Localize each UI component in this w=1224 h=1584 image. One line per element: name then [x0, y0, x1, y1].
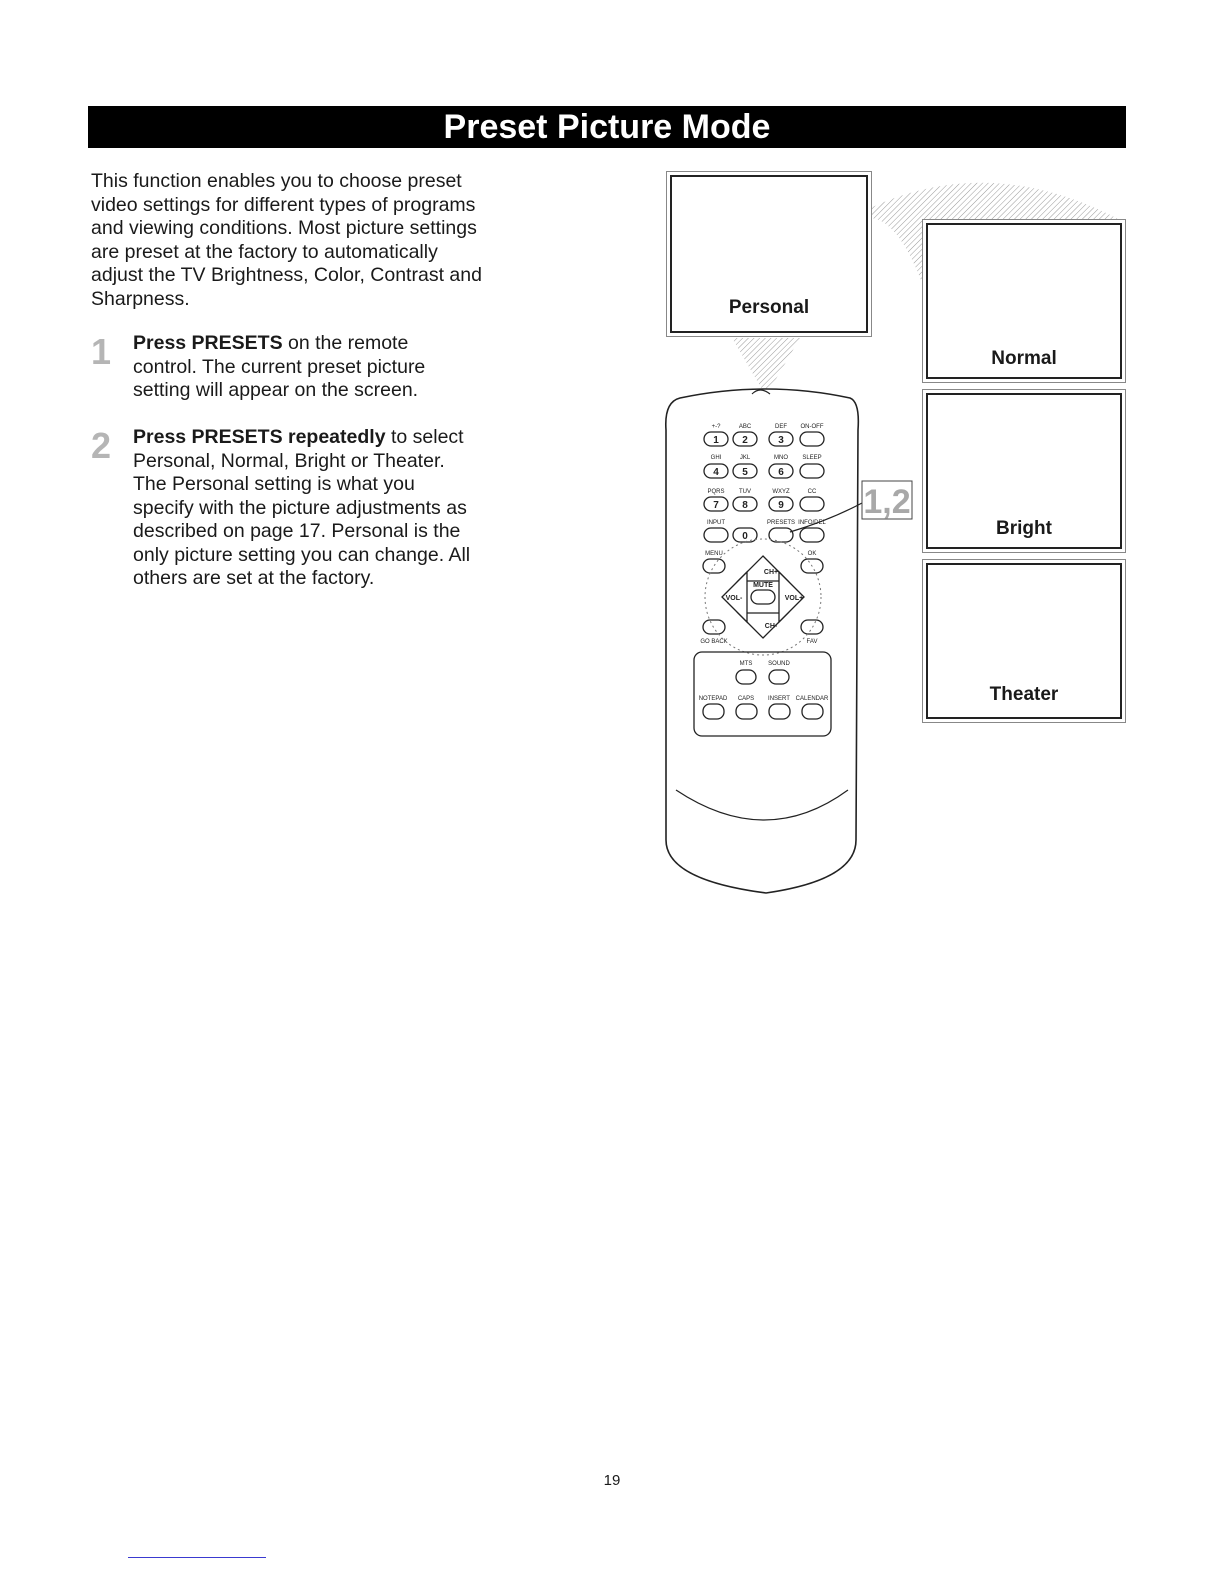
callout-label: 1,2 [863, 483, 911, 521]
screen-theater [926, 563, 1122, 719]
key-label: INPUT [707, 520, 725, 526]
step-description: to select Personal, Normal, Bright or Theater. The Personal setting is what you specify with the picture adjustments as described on page 17. Personal is the only picture setting you can change. All others are set at the factory. [133, 426, 471, 589]
ch-down-label: CH- [764, 623, 778, 630]
menu-button[interactable] [703, 559, 725, 573]
intro-paragraph: This function enables you to choose preset video settings for different types of programs and viewing conditions. Most picture settings are preset at the factory to automatically adjust the TV Brightness, Color, Contrast and Sharpness. [91, 170, 482, 310]
step-description: on the remote control. The current preset picture setting will appear on the screen. [133, 332, 426, 401]
key-label: ABC [738, 424, 752, 430]
ch-up-label: CH+ [763, 569, 779, 576]
key-label: INSERT [768, 696, 790, 702]
step-action: Press PRESETS repeatedly [133, 426, 386, 448]
input-button[interactable] [704, 528, 728, 542]
key-number: 9 [778, 500, 784, 511]
key-label: ON-OFF [800, 424, 824, 430]
page-number: 19 [603, 1472, 621, 1489]
key-number: 6 [778, 467, 784, 478]
signal-beam [732, 338, 800, 396]
key-label: MTS [739, 661, 753, 667]
info-del-button[interactable] [800, 528, 824, 542]
key-label: JKL [739, 455, 751, 461]
key-label: TUV [739, 489, 751, 495]
key-number: 5 [742, 467, 748, 478]
key-number: 3 [778, 435, 784, 446]
vol-down-label: VOL- [725, 595, 743, 602]
step-number: 2 [91, 425, 112, 466]
key-label: WXYZ [772, 489, 790, 495]
cc-button[interactable] [800, 497, 824, 511]
notepad-button[interactable] [703, 704, 724, 719]
key-label: INFO/DEL [798, 520, 826, 526]
mute-label: MUTE [753, 582, 773, 589]
screen-label: Normal [991, 348, 1057, 369]
fav-button[interactable] [801, 620, 823, 634]
presets-button[interactable] [769, 528, 793, 542]
key-number: 1 [713, 435, 719, 446]
screen-label: Bright [996, 518, 1052, 539]
key-label: GO BACK [700, 639, 728, 645]
key-label: NOTEPAD [698, 696, 728, 702]
insert-button[interactable] [769, 704, 790, 719]
footer-rule [128, 1557, 266, 1558]
key-label: SLEEP [802, 455, 822, 461]
screen-bright [926, 393, 1122, 549]
step-action: Press PRESETS [133, 332, 283, 354]
vol-up-label: VOL+ [784, 595, 804, 602]
key-label: OK [807, 551, 817, 557]
key-label: DEF [775, 424, 787, 430]
key-label: +-? [711, 424, 721, 430]
key-number: 0 [742, 531, 748, 542]
mute-button[interactable] [751, 590, 775, 604]
caps-button[interactable] [736, 704, 757, 719]
screen-normal [926, 223, 1122, 379]
key-label: MENU [705, 551, 723, 557]
key-label: CC [807, 489, 817, 495]
step-number: 1 [91, 331, 112, 372]
key-label: GHI [710, 455, 722, 461]
calendar-button[interactable] [802, 704, 823, 719]
sleep-button[interactable] [800, 464, 824, 478]
key-number: 2 [742, 435, 748, 446]
key-label: CALENDAR [795, 696, 829, 702]
screen-label: Personal [728, 297, 810, 318]
sound-button[interactable] [769, 670, 789, 684]
key-label: MNO [774, 455, 788, 461]
page-title: Preset Picture Mode [88, 106, 1126, 148]
key-label: CAPS [737, 696, 755, 702]
remote-body [666, 389, 859, 893]
screen-personal [670, 175, 868, 333]
key-number: 7 [713, 500, 719, 511]
go-back-button[interactable] [703, 620, 725, 634]
screen-label: Theater [989, 684, 1059, 705]
key-label: PQRS [707, 489, 725, 495]
key-number: 8 [742, 500, 748, 511]
mts-button[interactable] [736, 670, 756, 684]
power-button[interactable] [800, 432, 824, 446]
key-label: FAV [806, 639, 818, 645]
key-label: PRESETS [766, 520, 796, 526]
key-number: 4 [713, 467, 719, 478]
key-label: SOUND [768, 661, 790, 667]
